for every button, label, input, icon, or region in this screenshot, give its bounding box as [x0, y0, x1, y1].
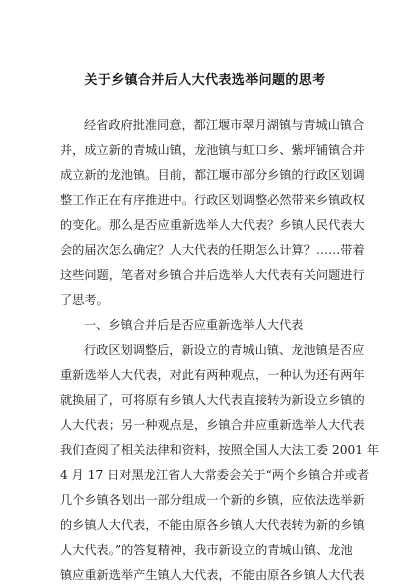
paragraph-line: 的乡镇人大代表，不能由原各乡镇人大代表转为新的乡镇 — [60, 518, 365, 532]
paragraph-line: 成立新的龙池镇。目前，都江堰市部分乡镇的行政区划调 — [60, 168, 365, 182]
paragraph-line: 并，成立新的青城山镇，龙池镇与虹口乡、紫坪铺镇合并 — [60, 143, 365, 157]
paragraph-line: 经省政府批准同意，都江堰市翠月湖镇与青城山镇合 — [84, 118, 365, 132]
paragraph-line: 镇应重新选举产生镇人大代表，不能由原各乡镇人大代表 — [60, 568, 365, 582]
paragraph-line: 了思考。 — [60, 293, 109, 307]
paragraph-line: 人大代表；另一种观点是，乡镇合并应重新选举人大代表 — [60, 418, 365, 432]
paragraph-line: 重新选举人大代表，对此有两种观点，一种认为还有两年 — [60, 368, 365, 382]
paragraph-line: 的变化。那么是否应重新选举人大代表？乡镇人民代表大 — [60, 218, 365, 232]
paragraph-line: 4 月 17 日对黑龙江省人大常委会关于“两个乡镇合并或者 — [60, 468, 370, 482]
paragraph-line: 人大代表。”的答复精神，我市新设立的青城山镇、龙池 — [60, 543, 353, 557]
paragraph-line: 我们查阅了相关法律和资料，按照全国人大法工委 2001 年 — [60, 443, 380, 457]
paragraph-line: 这些问题，笔者对乡镇合并后选举人大代表有关问题进行 — [60, 268, 365, 282]
paragraph-line: 几个乡镇各划出一部分组成一个新的乡镇，应依法选举新 — [60, 493, 365, 507]
document-title: 关于乡镇合并后人大代表选举问题的思考 — [84, 73, 326, 88]
section-heading: 一、乡镇合并后是否应重新选举人大代表 — [84, 318, 304, 332]
paragraph-line: 就换届了，可将原有乡镇人大代表直接转为新设立乡镇的 — [60, 393, 365, 407]
paragraph-line: 行政区划调整后，新设立的青城山镇、龙池镇是否应 — [84, 343, 365, 357]
paragraph-line: 整工作正在有序推进中。行政区划调整必然带来乡镇政权 — [60, 193, 365, 207]
paragraph-line: 会的届次怎么确定？人大代表的任期怎么计算？……带着 — [60, 243, 365, 257]
